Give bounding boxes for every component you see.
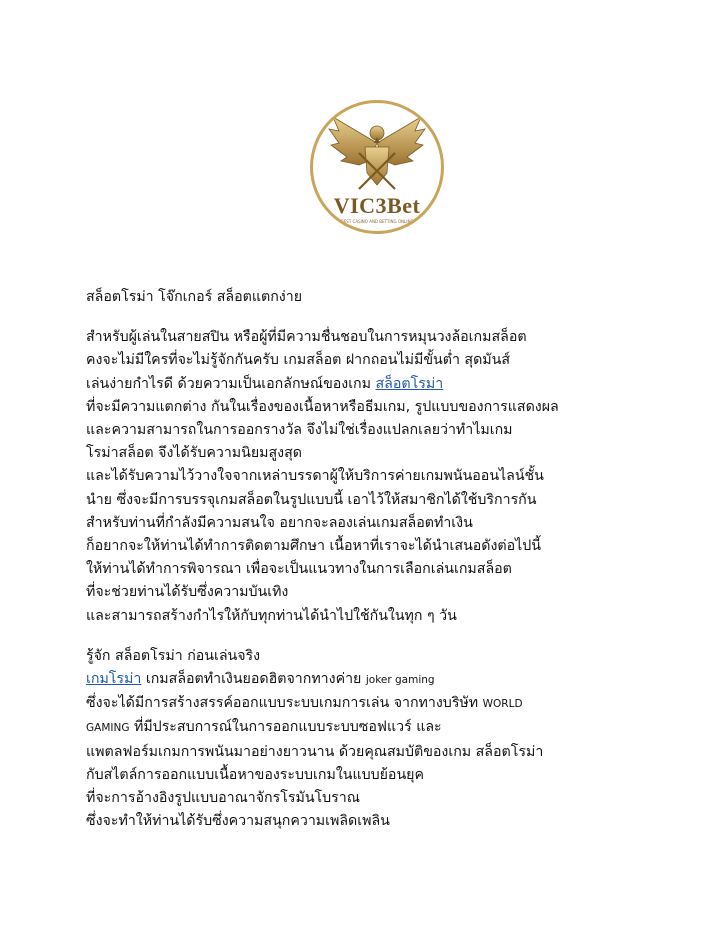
article [86,286,666,833]
text-line: ซึ่งจะทำให้ท่านได้รับซึ่งความสนุกความเพลิดเพลิน [86,813,390,830]
text-line: และสามารถสร้างกำไรให้กับทุกท่านได้นำไปใช้กันในทุก ๆ วัน [86,607,457,624]
text-span: ที่มีประสบการณ์ในการออกแบบระบบซอฟแวร์ และ [129,719,442,736]
text-line: ก็อยากจะให้ท่านได้ทำการติดตามศึกษา เนื้อหาที่เราจะได้นำเสนอดังต่อไปนี้ [86,538,542,555]
text-line: สำหรับผู้เล่นในสายสปิน หรือผู้ที่มีความชื่นชอบในการหมุนวงล้อเกมสล็อต [86,329,527,346]
text-line: รู้จัก สล็อตโรม่า ก่อนเล่นจริง [86,647,261,664]
text-line: ที่จะช่วยท่านได้รับซึ่งความบันเทิง [86,584,289,601]
text-line [86,668,666,692]
text-line: ที่จะการอ้างอิงรูปแบบอาณาจักรโรมันโบราณ [86,790,360,807]
text-line [86,692,666,716]
paragraph-about [86,645,666,834]
text-span-small: WORLD [482,698,523,711]
game-roma-link[interactable]: เกมโรม่า [86,671,142,688]
vic3bet-logo [310,100,444,234]
text-line: นำย ซึ่งจะมีการบรรจุเกมสล็อตในรูปแบบนี้ เอาไว้ให้สมาชิกได้ใช้บริการกัน [86,491,537,508]
text-line: สำหรับท่านที่กำลังมีความสนใจ อยากจะลองเล่นเกมสล็อตทำเงิน [86,514,473,531]
text-line: ที่จะมีความแตกต่าง กันในเรื่องของเนื้อหาหรือธีมเกม, รูปแบบของการแสดงผล [86,398,559,415]
text-line: และได้รับความไว้วางใจจากเหล่าบรรดาผู้ให้บริการค่ายเกมพนันออนไลน์ชั้น [86,468,544,485]
paragraph-gap [86,628,666,645]
text-span-small: GAMING [86,722,130,735]
text-span-small: joker gaming [365,674,435,687]
text-span: เกมสล็อตทำเงินยอดฮิตจากทางค่าย [141,671,366,688]
text-line: แพตลฟอร์มเกมการพนันมาอย่างยาวนาน ด้วยคุณสมบัติของเกม สล็อตโรม่า [86,743,544,760]
slot-roma-link[interactable]: สล็อตโรม่า [375,375,444,392]
text-line: กับสไตล์การออกแบบเนื้อหาของระบบเกมในแบบย้อนยุค [86,766,424,783]
logo-wordmark: VIC3Bet [333,193,421,218]
logo-tagline: BEST CASINO AND BETTING ONLINE [341,219,413,224]
text-line: และความสามารถในการออกรางวัล จึงไม่ใช่เรื่องแปลกเลยว่าทำไมเกม [86,422,513,439]
text-line [86,373,666,396]
article-title: สล็อตโรม่า โจ๊กเกอร์ สล็อตแตกง่าย [86,289,303,305]
text-span: เล่นง่ายกำไรดี ด้วยความเป็นเอกลักษณ์ของเกม [86,375,376,392]
paragraph-intro [86,326,666,628]
text-line: คงจะไม่มีใครที่จะไม่รู้จักกันครับ เกมสล็อต ฝากถอนไม่มีขั้นต่ำ สุดมันส์ [86,352,511,369]
text-line [86,716,666,740]
text-line: โรม่าสล็อต จึงได้รับความนิยมสูงสุด [86,445,302,462]
text-line: ให้ท่านได้ทำการพิจารณา เพื่อจะเป็นแนวทางในการเลือกเล่นเกมสล็อต [86,561,512,578]
text-span: ซึ่งจะได้มีการสร้างสรรค์ออกแบบระบบเกมการเล่น จากทางบริษัท [86,695,483,712]
